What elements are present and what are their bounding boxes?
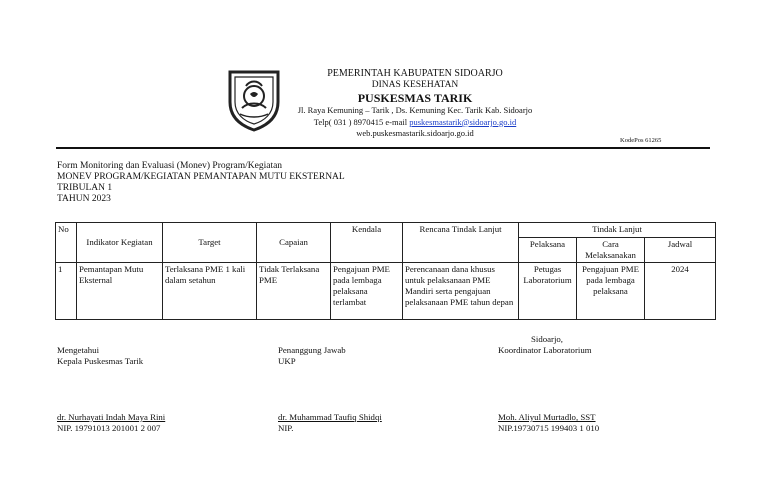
table-row — [56, 263, 716, 320]
sidoarjo-seal-logo — [222, 68, 286, 132]
cell-capaian: Tidak Terlaksana PME — [257, 263, 331, 320]
signature-right-nip: NIP.19730715 199403 1 010 — [498, 423, 600, 433]
header-rencana: Rencana Tindak Lanjut — [403, 223, 519, 263]
signature-middle-label: Penanggung Jawab — [278, 345, 346, 355]
form-title: Form Monitoring dan Evaluasi (Monev) Program/Kegiatan — [57, 161, 283, 171]
signature-middle-title: UKP — [278, 356, 296, 366]
header-pelaksana: Pelaksana — [519, 238, 577, 263]
header-jadwal: Jadwal — [645, 238, 716, 263]
letterhead-email-link[interactable]: puskesmastarik@sidoarjo.go.id — [409, 116, 517, 127]
cell-kendala: Pengajuan PME pada lembaga pelaksana terlambat — [331, 263, 403, 320]
letterhead-website: web.puskesmastarik.sidoarjo.go.id — [356, 128, 474, 138]
header-no: No — [56, 223, 77, 263]
header-tindak-lanjut: Tindak Lanjut — [519, 223, 716, 238]
signature-right-title: Koordinator Laboratorium — [498, 345, 592, 355]
form-program: MONEV PROGRAM/KEGIATAN PEMANTAPAN MUTU EKSTERNAL — [57, 172, 345, 182]
cell-no: 1 — [56, 263, 77, 320]
form-quarter: TRIBULAN 1 — [57, 183, 113, 193]
header-target: Target — [163, 223, 257, 263]
signature-middle-name: dr. Muhammad Taufiq Shidqi — [278, 412, 382, 422]
header-capaian: Capaian — [257, 223, 331, 263]
signature-left-nip: NIP. 19791013 201001 2 007 — [57, 423, 161, 433]
cell-target: Terlaksana PME 1 kali dalam setahun — [163, 263, 257, 320]
cell-cara: Pengajuan PME pada lembaga pelaksana — [577, 263, 645, 320]
cell-indikator: Pemantapan Mutu Eksternal — [77, 263, 163, 320]
header-indikator: Indikator Kegiatan — [77, 223, 163, 263]
header-kendala: Kendala — [331, 223, 403, 263]
cell-pelaksana: Petugas Laboratorium — [519, 263, 577, 320]
form-year: TAHUN 2023 — [57, 194, 111, 204]
letterhead-divider — [56, 147, 710, 149]
letterhead-agency: DINAS KESEHATAN — [371, 79, 459, 90]
signature-right-name: Moh. Aliyul Murtadlo, SST — [498, 412, 596, 422]
letterhead-phone: Telp( 031 ) 8970415 e-mail — [313, 116, 408, 127]
signature-middle-nip: NIP. — [278, 423, 294, 433]
signature-left-label: Mengetahui — [57, 345, 100, 355]
signature-left-title: Kepala Puskesmas Tarik — [57, 356, 144, 366]
signature-left-name: dr. Nurhayati Indah Maya Rini — [57, 412, 166, 422]
monev-table — [55, 222, 716, 320]
signature-place-date: Sidoarjo, — [531, 334, 564, 344]
letterhead-government: PEMERINTAH KABUPATEN SIDOARJO — [327, 68, 503, 79]
letterhead-address: Jl. Raya Kemuning – Tarik , Ds. Kemuning Kec. Tarik Kab. Sidoarjo — [297, 105, 533, 115]
cell-rencana: Perencanaan dana khusus untuk pelaksanaan PME Mandiri serta pengajuan pelaksanaan PME tahun depan — [403, 263, 519, 320]
letterhead — [280, 68, 550, 140]
cell-jadwal: 2024 — [645, 263, 716, 320]
letterhead-institution: PUSKESMAS TARIK — [357, 91, 473, 105]
letterhead-postal-code: KodePos 61265 — [620, 137, 662, 144]
letterhead-contact — [280, 117, 550, 129]
header-cara: Cara Melaksanakan — [577, 238, 645, 263]
